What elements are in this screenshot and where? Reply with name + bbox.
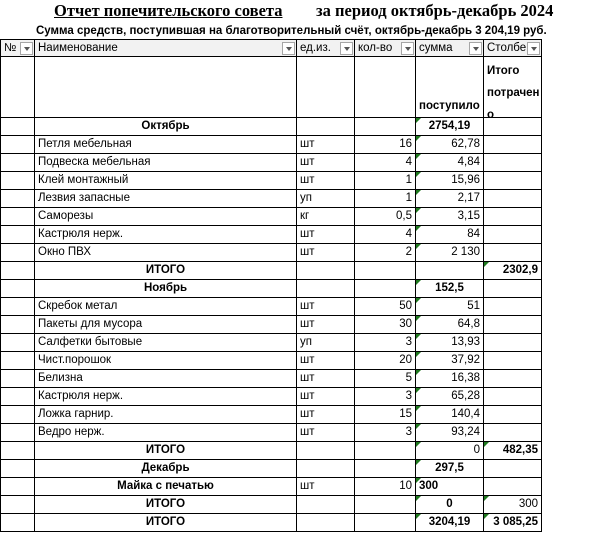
item-sum: 3,15 bbox=[416, 208, 484, 226]
total-row bbox=[0, 442, 603, 460]
cell-no bbox=[0, 208, 35, 226]
item-unit: шт bbox=[297, 136, 355, 154]
report-title-period: за период октябрь-декабрь 2024 bbox=[316, 1, 554, 20]
cell-col-0 bbox=[0, 280, 35, 298]
report-title bbox=[0, 0, 603, 22]
item-spent bbox=[484, 334, 542, 352]
cell-marker bbox=[416, 478, 421, 483]
col-header-no-label: № bbox=[4, 42, 17, 54]
header-row bbox=[0, 39, 603, 57]
cell-marker bbox=[416, 226, 421, 231]
cell-col-2 bbox=[297, 442, 355, 460]
item-unit: уп bbox=[297, 190, 355, 208]
item-sum: 2,17 bbox=[416, 190, 484, 208]
item-name: Майка с печатью bbox=[35, 478, 297, 496]
item-unit: шт bbox=[297, 478, 355, 496]
item-sum: 51 bbox=[416, 298, 484, 316]
total-sum bbox=[416, 262, 484, 280]
cell-marker bbox=[416, 244, 421, 249]
received-header bbox=[416, 57, 484, 118]
cell-no bbox=[0, 406, 35, 424]
item-name: Чист.порошок bbox=[35, 352, 297, 370]
item-qty: 50 bbox=[355, 298, 416, 316]
filter-dropdown-icon[interactable] bbox=[401, 42, 414, 55]
cell-col-0 bbox=[0, 496, 35, 514]
item-qty: 3 bbox=[355, 334, 416, 352]
item-sum: 140,4 bbox=[416, 406, 484, 424]
item-name: Скребок метал bbox=[35, 298, 297, 316]
cell-col-0 bbox=[0, 514, 35, 532]
report-subtitle: Сумма средств, поступившая на благотворительный счёт, октябрь-декабрь 3 204,19 руб. bbox=[36, 25, 547, 37]
item-unit: шт bbox=[297, 316, 355, 334]
col-header-unit[interactable] bbox=[297, 39, 355, 57]
filter-dropdown-icon[interactable] bbox=[340, 42, 353, 55]
cell-col-0 bbox=[0, 460, 35, 478]
item-sum: 13,93 bbox=[416, 334, 484, 352]
item-name: Кастрюля нерж. bbox=[35, 388, 297, 406]
spent-label-line: потрачен bbox=[487, 87, 540, 99]
cell-marker bbox=[484, 442, 489, 447]
cell-marker bbox=[416, 370, 421, 375]
item-unit: шт bbox=[297, 226, 355, 244]
table-row bbox=[0, 172, 603, 190]
spent-label-line: Итого bbox=[487, 65, 520, 77]
cell-no bbox=[0, 334, 35, 352]
item-qty: 10 bbox=[355, 478, 416, 496]
spent-label bbox=[487, 60, 539, 126]
section-row-october bbox=[0, 118, 603, 136]
cell-marker bbox=[416, 190, 421, 195]
table-row bbox=[0, 208, 603, 226]
filter-dropdown-icon[interactable] bbox=[527, 42, 540, 55]
total-row bbox=[0, 262, 603, 280]
cell-col-3 bbox=[355, 262, 416, 280]
table-row bbox=[0, 226, 603, 244]
item-qty: 16 bbox=[355, 136, 416, 154]
col-header-unit-label: ед.из. bbox=[300, 42, 331, 54]
cell-marker bbox=[484, 514, 489, 519]
item-unit: шт bbox=[297, 406, 355, 424]
cell-col-2 bbox=[297, 118, 355, 136]
cell-col-2 bbox=[297, 460, 355, 478]
cell-col-1 bbox=[35, 57, 297, 118]
item-name: Клей монтажный bbox=[35, 172, 297, 190]
item-qty: 0,5 bbox=[355, 208, 416, 226]
total-label: ИТОГО bbox=[35, 442, 297, 460]
spent-label-line: о bbox=[487, 109, 495, 121]
cell-no bbox=[0, 136, 35, 154]
item-qty: 3 bbox=[355, 388, 416, 406]
col-header-col6-label: Столбе bbox=[487, 42, 527, 54]
item-name: Салфетки бытовые bbox=[35, 334, 297, 352]
cell-col-3 bbox=[355, 442, 416, 460]
item-spent bbox=[484, 370, 542, 388]
item-unit: шт bbox=[297, 298, 355, 316]
total-sum: 0 bbox=[416, 496, 484, 514]
spent-header bbox=[484, 57, 542, 121]
item-spent bbox=[484, 424, 542, 442]
grand-total-label: ИТОГО bbox=[35, 514, 297, 532]
item-name: Лезвия запасные bbox=[35, 190, 297, 208]
item-qty: 3 bbox=[355, 424, 416, 442]
item-unit: шт bbox=[297, 388, 355, 406]
table-row bbox=[0, 190, 603, 208]
cell-marker bbox=[416, 280, 421, 285]
item-unit: уп bbox=[297, 334, 355, 352]
section-label: Ноябрь bbox=[35, 280, 297, 298]
table-row bbox=[0, 388, 603, 406]
cell-col-3 bbox=[355, 118, 416, 136]
cell-no bbox=[0, 370, 35, 388]
cell-no bbox=[0, 154, 35, 172]
total-spent: 482,35 bbox=[484, 442, 542, 460]
cell-marker bbox=[416, 406, 421, 411]
table-row bbox=[0, 478, 603, 496]
total-sum: 0 bbox=[416, 442, 484, 460]
item-qty: 20 bbox=[355, 352, 416, 370]
grand-total-received: 3204,19 bbox=[416, 514, 484, 532]
cell-col-2 bbox=[297, 280, 355, 298]
section-received: 2754,19 bbox=[416, 118, 484, 136]
cell-no bbox=[0, 298, 35, 316]
cell-col-0 bbox=[0, 57, 35, 118]
cell-col-2 bbox=[297, 514, 355, 532]
cell-marker bbox=[416, 136, 421, 141]
section-row-november bbox=[0, 280, 603, 298]
cell-no bbox=[0, 244, 35, 262]
item-name: Ложка гарнир. bbox=[35, 406, 297, 424]
filter-dropdown-icon[interactable] bbox=[20, 42, 33, 55]
item-spent bbox=[484, 172, 542, 190]
cell-marker bbox=[416, 154, 421, 159]
section-received: 152,5 bbox=[416, 280, 484, 298]
received-label: поступило bbox=[419, 100, 480, 112]
cell-marker bbox=[416, 424, 421, 429]
cell-col-2 bbox=[297, 496, 355, 514]
cell-marker bbox=[416, 334, 421, 339]
item-sum: 300 bbox=[416, 478, 484, 496]
cell-col-5 bbox=[484, 460, 542, 478]
cell-marker bbox=[484, 496, 489, 501]
item-name: Белизна bbox=[35, 370, 297, 388]
total-label: ИТОГО bbox=[35, 496, 297, 514]
item-name: Саморезы bbox=[35, 208, 297, 226]
item-spent bbox=[484, 208, 542, 226]
cell-no bbox=[0, 316, 35, 334]
item-unit: шт bbox=[297, 352, 355, 370]
cell-marker bbox=[416, 316, 421, 321]
item-spent bbox=[484, 298, 542, 316]
cell-marker bbox=[416, 442, 421, 447]
cell-col-3 bbox=[355, 57, 416, 118]
item-name: Петля мебельная bbox=[35, 136, 297, 154]
item-qty: 1 bbox=[355, 172, 416, 190]
table-row bbox=[0, 244, 603, 262]
table-row bbox=[0, 406, 603, 424]
cell-no bbox=[0, 190, 35, 208]
item-sum: 2 130 bbox=[416, 244, 484, 262]
item-qty: 1 bbox=[355, 190, 416, 208]
item-unit: шт bbox=[297, 154, 355, 172]
item-qty: 2 bbox=[355, 244, 416, 262]
cell-col-5 bbox=[484, 280, 542, 298]
table-row bbox=[0, 154, 603, 172]
cell-col-3 bbox=[355, 280, 416, 298]
item-unit: шт bbox=[297, 172, 355, 190]
item-sum: 65,28 bbox=[416, 388, 484, 406]
item-spent bbox=[484, 226, 542, 244]
total-label: ИТОГО bbox=[35, 262, 297, 280]
item-spent bbox=[484, 154, 542, 172]
item-qty: 15 bbox=[355, 406, 416, 424]
total-spent: 300 bbox=[484, 496, 542, 514]
col-header-col6[interactable] bbox=[484, 39, 542, 57]
item-unit: кг bbox=[297, 208, 355, 226]
col-header-qty-label: кол-во bbox=[358, 42, 393, 54]
table-row bbox=[0, 136, 603, 154]
item-name: Пакеты для мусора bbox=[35, 316, 297, 334]
cell-col-5 bbox=[484, 118, 542, 136]
item-spent bbox=[484, 406, 542, 424]
table-row bbox=[0, 352, 603, 370]
col-header-sum-label: сумма bbox=[419, 42, 453, 54]
item-sum: 64,8 bbox=[416, 316, 484, 334]
item-sum: 16,38 bbox=[416, 370, 484, 388]
cell-marker bbox=[416, 118, 421, 123]
item-name: Кастрюля нерж. bbox=[35, 226, 297, 244]
cell-col-0 bbox=[0, 442, 35, 460]
cell-marker bbox=[416, 388, 421, 393]
cell-marker bbox=[416, 352, 421, 357]
item-spent bbox=[484, 352, 542, 370]
item-unit: шт bbox=[297, 244, 355, 262]
col-header-qty[interactable] bbox=[355, 39, 416, 57]
col-header-name-label: Наименование bbox=[38, 42, 118, 54]
cell-col-3 bbox=[355, 496, 416, 514]
col-header-no[interactable] bbox=[0, 39, 35, 57]
filter-dropdown-icon[interactable] bbox=[469, 42, 482, 55]
item-qty: 4 bbox=[355, 226, 416, 244]
table-row bbox=[0, 334, 603, 352]
item-sum: 93,24 bbox=[416, 424, 484, 442]
item-spent bbox=[484, 244, 542, 262]
col-header-sum[interactable] bbox=[416, 39, 484, 57]
item-spent bbox=[484, 316, 542, 334]
filter-dropdown-icon[interactable] bbox=[282, 42, 295, 55]
section-row-december bbox=[0, 460, 603, 478]
cell-no bbox=[0, 172, 35, 190]
section-received: 297,5 bbox=[416, 460, 484, 478]
grand-total-row bbox=[0, 514, 603, 532]
cell-col-2 bbox=[297, 57, 355, 118]
report-title-main: Отчет попечительского совета bbox=[54, 1, 283, 20]
item-sum: 4,84 bbox=[416, 154, 484, 172]
cell-marker bbox=[484, 262, 489, 267]
cell-col-3 bbox=[355, 514, 416, 532]
col-header-name[interactable] bbox=[35, 39, 297, 57]
report-table bbox=[0, 39, 603, 532]
cell-col-0 bbox=[0, 478, 35, 496]
cell-marker bbox=[416, 172, 421, 177]
item-name: Окно ПВХ bbox=[35, 244, 297, 262]
cell-no bbox=[0, 388, 35, 406]
item-name: Подвеска мебельная bbox=[35, 154, 297, 172]
cell-col-3 bbox=[355, 460, 416, 478]
total-row bbox=[0, 496, 603, 514]
cell-marker bbox=[416, 514, 421, 519]
table-row bbox=[0, 370, 603, 388]
subheader-row bbox=[0, 57, 603, 121]
cell-marker bbox=[416, 208, 421, 213]
cell-col-0 bbox=[0, 118, 35, 136]
item-name: Ведро нерж. bbox=[35, 424, 297, 442]
item-qty: 30 bbox=[355, 316, 416, 334]
item-qty: 4 bbox=[355, 154, 416, 172]
cell-no bbox=[0, 226, 35, 244]
section-label: Декабрь bbox=[35, 460, 297, 478]
table-row bbox=[0, 424, 603, 442]
cell-no bbox=[0, 424, 35, 442]
item-sum: 15,96 bbox=[416, 172, 484, 190]
grand-total-spent: 3 085,25 bbox=[484, 514, 542, 532]
item-sum: 62,78 bbox=[416, 136, 484, 154]
cell-marker bbox=[416, 460, 421, 465]
cell-col-2 bbox=[297, 262, 355, 280]
item-qty: 5 bbox=[355, 370, 416, 388]
table-row bbox=[0, 298, 603, 316]
cell-marker bbox=[416, 496, 421, 501]
cell-marker bbox=[416, 298, 421, 303]
table-row bbox=[0, 316, 603, 334]
item-sum: 84 bbox=[416, 226, 484, 244]
item-spent bbox=[484, 190, 542, 208]
item-spent bbox=[484, 388, 542, 406]
item-unit: шт bbox=[297, 424, 355, 442]
cell-col-0 bbox=[0, 262, 35, 280]
section-label: Октябрь bbox=[35, 118, 297, 136]
cell-col-5 bbox=[484, 478, 542, 496]
item-unit: шт bbox=[297, 370, 355, 388]
item-sum: 37,92 bbox=[416, 352, 484, 370]
total-spent: 2302,9 bbox=[484, 262, 542, 280]
item-spent bbox=[484, 136, 542, 154]
cell-no bbox=[0, 352, 35, 370]
